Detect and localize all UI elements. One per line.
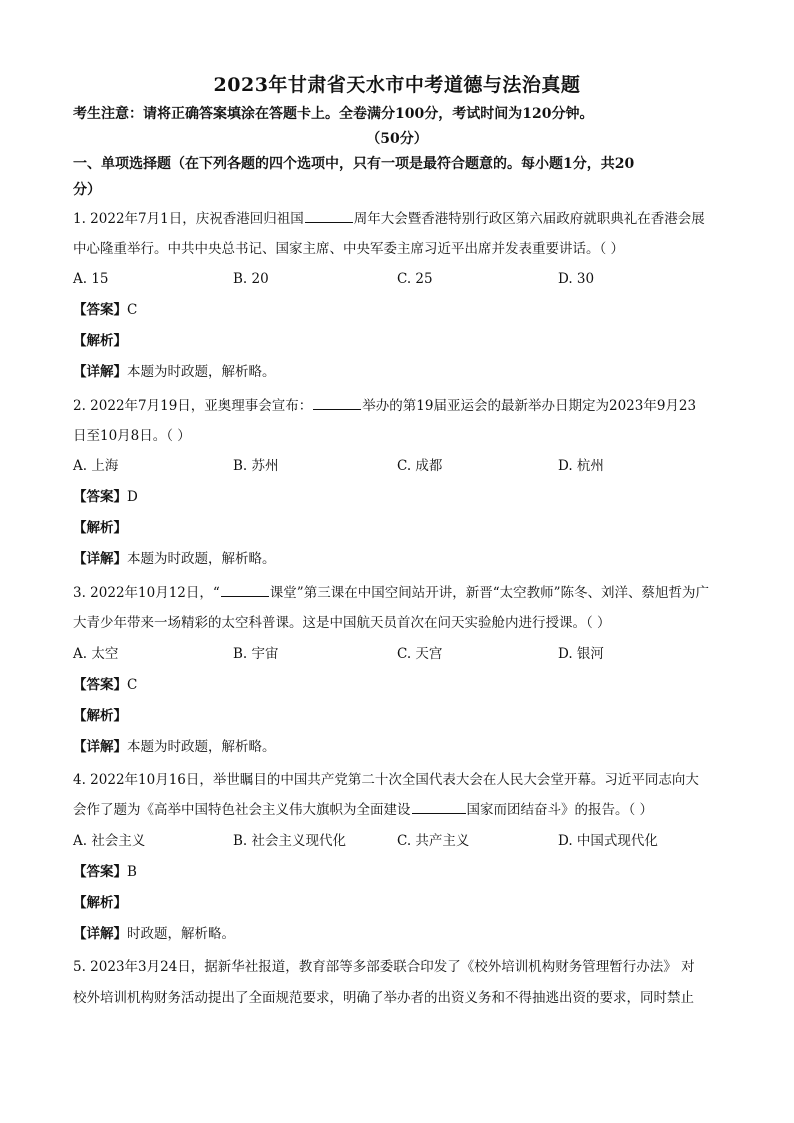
question-1-analysis: 【解析】 <box>73 333 127 349</box>
question-1-line-1 <box>73 209 705 229</box>
question-2-line-1 <box>73 396 696 416</box>
question-4-answer: 【答案】B <box>73 864 137 880</box>
question-text: 周年大会暨香港特别行政区第六届政府就职典礼在香港会展 <box>353 211 705 227</box>
question-4-detail: 【详解】时政题，解析略。 <box>73 926 235 942</box>
question-2-analysis: 【解析】 <box>73 520 127 536</box>
section-heading-line-2: 分） <box>73 182 101 198</box>
question-3-option-c: C. 天宫 <box>397 646 443 662</box>
question-2-answer: 【答案】D <box>73 489 138 505</box>
question-1-answer: 【答案】C <box>73 302 138 318</box>
question-2-line-2: 日至10月8日。（ ） <box>73 428 191 444</box>
question-2-option-d: D. 杭州 <box>558 458 604 474</box>
question-5-line-2: 校外培训机构财务活动提出了全面规范要求，明确了举办者的出资义务和不得抽逃出资的要求，同时禁止 <box>73 990 694 1006</box>
question-4-analysis: 【解析】 <box>73 895 127 911</box>
question-4-option-c: C. 共产主义 <box>397 833 470 849</box>
question-4-option-d: D. 中国式现代化 <box>558 833 658 849</box>
question-3-analysis: 【解析】 <box>73 708 127 724</box>
fill-blank <box>221 583 269 597</box>
question-3-line-1 <box>73 583 709 603</box>
question-1-line-2: 中心隆重举行。中共中央总书记、国家主席、中央军委主席习近平出席并发表重要讲话。（ ） <box>73 241 625 257</box>
question-3-option-d: D. 银河 <box>558 646 604 662</box>
question-text: 国家而团结奋斗》的报告。（ ） <box>466 802 654 818</box>
question-3-option-a: A. 太空 <box>73 646 119 662</box>
fill-blank <box>313 396 361 410</box>
question-text: 会作了题为《高举中国特色社会主义伟大旗帜为全面建设 <box>73 802 411 818</box>
fill-blank <box>412 800 466 814</box>
question-3-detail: 【详解】本题为时政题，解析略。 <box>73 739 276 755</box>
question-5-line-1: 5. 2023年3月24日，据新华社报道，教育部等多部委联合印发了《校外培训机构财务管理暂行办法》 对 <box>73 959 695 975</box>
question-2-option-a: A. 上海 <box>73 458 119 474</box>
fill-blank <box>305 209 353 223</box>
exam-notice: 考生注意：请将正确答案填涂在答题卡上。全卷满分100分，考试时间为120分钟。 <box>73 106 594 122</box>
question-1-option-c: C. 25 <box>397 271 433 287</box>
question-4-line-2 <box>73 800 653 820</box>
question-3-line-2: 大青少年带来一场精彩的太空科普课。这是中国航天员首次在问天实验舱内进行授课。（ ） <box>73 615 611 631</box>
question-2-detail: 【详解】本题为时政题，解析略。 <box>73 551 276 567</box>
question-2-option-b: B. 苏州 <box>233 458 279 474</box>
question-text: 举办的第19届亚运会的最新举办日期定为2023年9月23 <box>362 398 697 414</box>
question-text: 1. 2022年7月1日，庆祝香港回归祖国 <box>73 211 304 227</box>
question-1-option-b: B. 20 <box>233 271 269 287</box>
question-4-option-a: A. 社会主义 <box>73 833 146 849</box>
question-3-option-b: B. 宇宙 <box>233 646 279 662</box>
question-4-option-b: B. 社会主义现代化 <box>233 833 347 849</box>
question-1-detail: 【详解】本题为时政题，解析略。 <box>73 364 276 380</box>
question-2-option-c: C. 成都 <box>397 458 443 474</box>
question-1-option-d: D. 30 <box>558 271 595 287</box>
page-title: 2023年甘肃省天水市中考道德与法治真题 <box>213 74 581 96</box>
total-score: （50分） <box>366 131 428 147</box>
question-4-line-1: 4. 2022年10月16日，举世瞩目的中国共产党第二十次全国代表大会在人民大会堂开幕。习近平同志向大 <box>73 772 699 788</box>
question-text: 2. 2022年7月19日，亚奥理事会宣布： <box>73 398 313 414</box>
section-heading-line-1: 一、单项选择题（在下列各题的四个选项中，只有一项是最符合题意的。每小题1分，共20 <box>73 156 635 172</box>
question-1-option-a: A. 15 <box>73 271 109 287</box>
question-3-answer: 【答案】C <box>73 677 138 693</box>
question-text: 课堂”第三课在中国空间站开讲，新晋“太空教师”陈冬、刘洋、蔡旭哲为广 <box>269 585 710 601</box>
question-text: 3. 2022年10月12日，“ <box>73 585 220 601</box>
